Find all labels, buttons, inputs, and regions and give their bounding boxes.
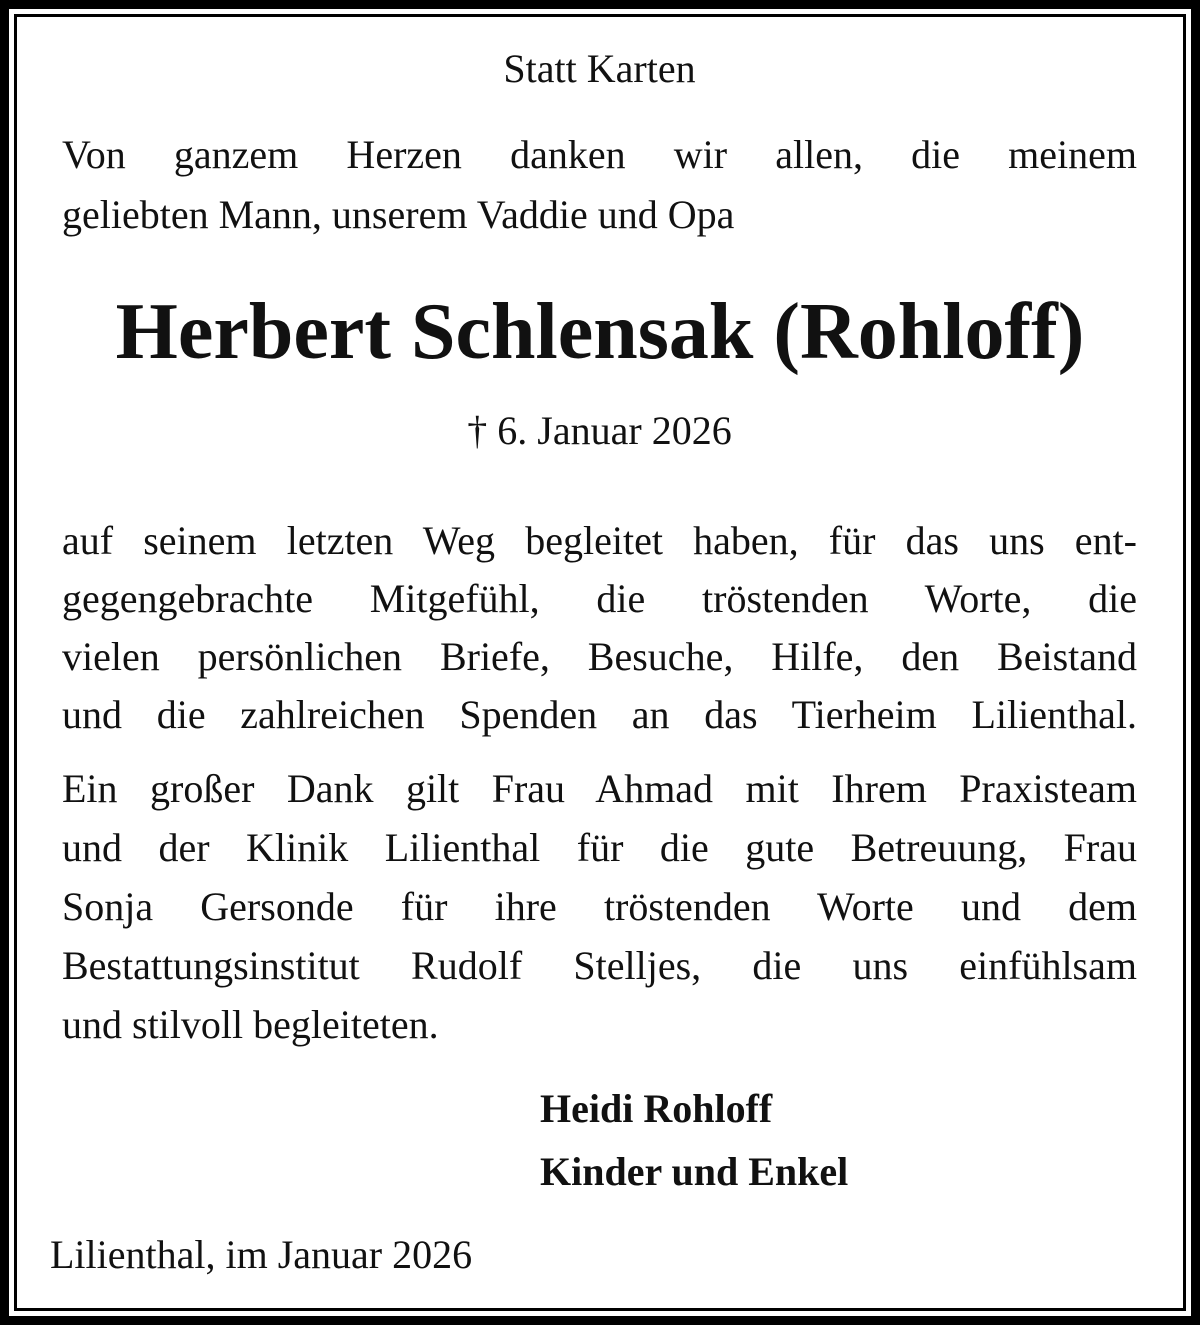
paragraph2-line: Sonja Gersonde für ihre tröstenden Worte und dem [62,884,1137,929]
intro-line: Von ganzem Herzen danken wir allen, die meinem [62,132,1137,177]
paragraph1-line: auf seinem letzten Weg begleitet haben, für das uns ent- [62,518,1137,563]
paragraph2-line: und der Klinik Lilienthal für die gute Betreuung, Frau [62,825,1137,870]
paragraph2-line: Ein großer Dank gilt Frau Ahmad mit Ihrem Praxisteam [62,766,1137,811]
paragraph2-line: Bestattungsinstitut Rudolf Stelljes, die uns einfühlsam [62,943,1137,988]
header: Statt Karten [503,46,696,91]
intro-line: geliebten Mann, unserem Vaddie und Opa [62,192,735,237]
death-date: † 6. Januar 2026 [467,408,732,453]
paragraph1-line: vielen persönlichen Briefe, Besuche, Hilfe, den Beistand [62,634,1137,679]
place-date: Lilienthal, im Januar 2026 [50,1232,473,1277]
paragraph1-line: und die zahlreichen Spenden an das Tierheim Lilienthal. [62,692,1137,737]
deceased-name: Herbert Schlensak (Rohloff) [115,288,1085,376]
signature: Kinder und Enkel [540,1149,849,1194]
paragraph2-line: und stilvoll begleiteten. [62,1002,439,1047]
signature: Heidi Rohloff [540,1086,773,1131]
paragraph1-line: gegengebrachte Mitgefühl, die tröstenden Worte, die [62,576,1137,621]
